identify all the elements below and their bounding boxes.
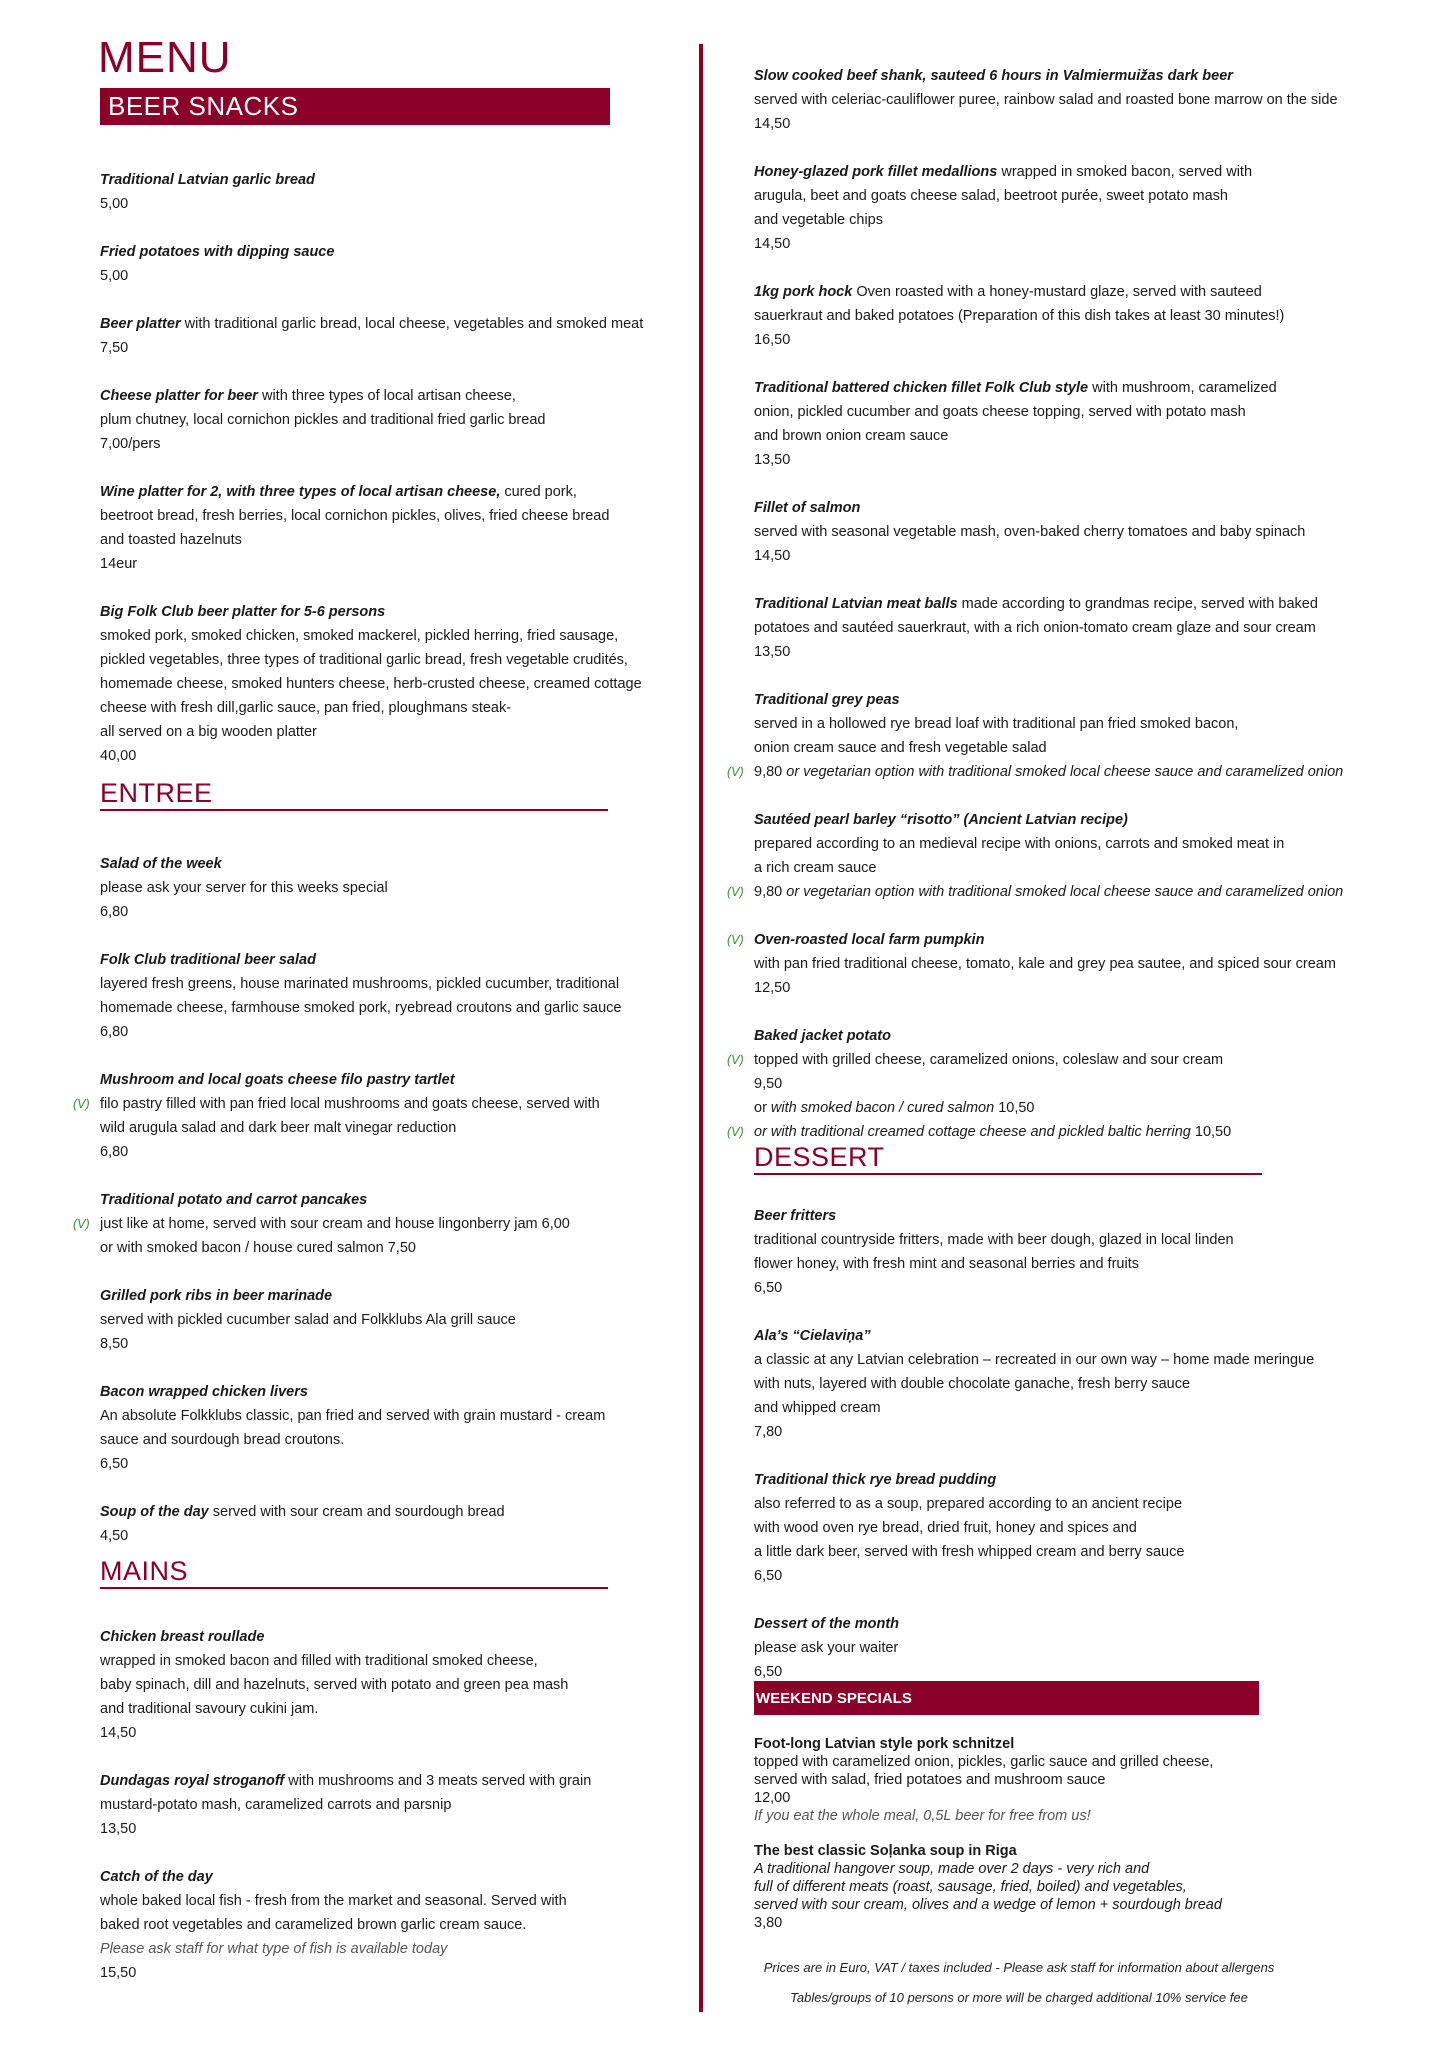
menu-item: [100, 168, 700, 216]
item-name: Big Folk Club beer platter for 5-6 persons: [100, 604, 386, 620]
item-description: plum chutney, local cornichon pickles and traditional fried garlic bread: [100, 412, 546, 428]
item-name: Mushroom and local goats cheese filo pastry tartlet: [100, 1072, 455, 1088]
item-price: 6,80: [100, 904, 129, 920]
menu-item: [754, 280, 1414, 352]
menu-item: [100, 852, 700, 924]
menu-item: [100, 948, 700, 1044]
item-description: baby spinach, dill and hazelnuts, served with potato and green pea mash: [100, 1677, 569, 1693]
section-weekend-specials: [754, 1681, 1414, 1949]
item-price: 8,50: [100, 1336, 129, 1352]
item-description: [727, 1120, 1414, 1144]
item-description: [754, 1807, 1414, 1825]
item-name: Cheese platter for beer: [100, 388, 258, 404]
vegetarian-icon: (V): [727, 933, 744, 947]
item-name: Slow cooked beef shank, sauteed 6 hours in Valmiermuižas dark beer: [754, 68, 1233, 84]
line-italic-text: or vegetarian option with traditional smoked local cheese sauce and caramelized onion: [786, 884, 1344, 900]
menu-item: [754, 1204, 1414, 1300]
menu-item: [754, 376, 1414, 472]
item-name: Fillet of salmon: [754, 500, 861, 516]
item-name-line: [100, 852, 700, 876]
line-italic-text: served with sour cream, olives and a wedge of lemon + sourdough bread: [754, 1897, 1222, 1913]
section-beer-snacks: [100, 88, 700, 792]
item-name-line: [754, 808, 1414, 832]
item-description: [73, 1092, 700, 1116]
line-italic-text: or vegetarian option with traditional smoked local cheese sauce and caramelized onion: [786, 764, 1344, 780]
line-text: 9,80: [754, 884, 787, 900]
item-name: Dessert of the month: [754, 1616, 900, 1632]
item-name: Traditional battered chicken fillet Folk Club style: [754, 380, 1089, 396]
item-price: 14,50: [754, 116, 791, 132]
line-text: or: [754, 1100, 771, 1116]
item-name-line: [100, 1625, 700, 1649]
line-italic-text: If you eat the whole meal, 0,5L beer for free from us!: [754, 1808, 1091, 1824]
item-description: [754, 1860, 1414, 1878]
item-description: sauce and sourdough bread croutons.: [100, 1432, 345, 1448]
item-description: prepared according to an medieval recipe with onions, carrots and smoked meat in: [754, 836, 1285, 852]
menu-title: MENU: [98, 33, 232, 82]
item-name: Wine platter for 2, with three types of local artisan cheese,: [100, 484, 501, 500]
item-price: 5,00: [100, 196, 129, 212]
item-price: 14eur: [100, 556, 138, 572]
menu-item: [727, 1024, 1414, 1144]
item-description: pickled vegetables, three types of traditional garlic bread, fresh vegetable crudités,: [100, 652, 628, 668]
line-price: 10,50: [1194, 1124, 1232, 1140]
item-name: The best classic Soļanka soup in Riga: [754, 1843, 1017, 1859]
item-name-line: [754, 280, 1414, 304]
item-description: whole baked local fish - fresh from the market and seasonal. Served with: [100, 1893, 567, 1909]
item-name: Soup of the day: [100, 1504, 209, 1520]
item-name: Beer platter: [100, 316, 181, 332]
item-name: Traditional thick rye bread pudding: [754, 1472, 997, 1488]
item-description: a classic at any Latvian celebration – recreated in our own way – home made meringue: [754, 1352, 1315, 1368]
section-mains: [100, 1556, 700, 2009]
item-price: 14,50: [100, 1725, 137, 1741]
item-name: Chicken breast roullade: [100, 1629, 265, 1645]
item-name-line: [754, 1204, 1414, 1228]
item-description-inline: made according to grandmas recipe, served with baked: [957, 596, 1318, 612]
section-mains-continued: [727, 64, 1414, 1168]
item-name-line: [100, 1865, 700, 1889]
item-description: [73, 1212, 700, 1236]
item-name-line: [100, 600, 700, 624]
item-description-inline: with traditional garlic bread, local cheese, vegetables and smoked meat: [180, 316, 644, 332]
item-description: arugula, beet and goats cheese salad, beetroot purée, sweet potato mash: [754, 188, 1228, 204]
item-description-inline: with mushroom, caramelized: [1088, 380, 1277, 396]
menu-item: [100, 240, 700, 288]
menu-item-list: [754, 1735, 1414, 1932]
item-description: potatoes and sautéed sauerkraut, with a rich onion-tomato cream glaze and sour cream: [754, 620, 1316, 636]
section-heading: ENTREE: [100, 778, 608, 811]
item-description: cheese with fresh dill,garlic sauce, pan fried, ploughmans steak-: [100, 700, 512, 716]
item-price: 3,80: [754, 1915, 783, 1931]
item-description: with wood oven rye bread, dried fruit, honey and spices and: [754, 1520, 1137, 1536]
line-text: filo pastry filled with pan fried local mushrooms and goats cheese, served with: [100, 1096, 600, 1112]
item-name-line: [100, 1500, 700, 1524]
item-price: 5,00: [100, 268, 129, 284]
menu-item-list: [100, 1625, 700, 1985]
item-description: and traditional savoury cukini jam.: [100, 1701, 319, 1717]
item-price: 7,50: [100, 340, 129, 356]
item-name-line: [754, 376, 1414, 400]
menu-item: [754, 1735, 1414, 1825]
line-italic-text: full of different meats (roast, sausage, fried, boiled) and vegetables,: [754, 1879, 1187, 1895]
item-description: served with seasonal vegetable mash, oven-baked cherry tomatoes and baby spinach: [754, 524, 1306, 540]
line-text: just like at home, served with sour cream and house lingonberry jam 6,00: [100, 1216, 570, 1232]
menu-item: [73, 1068, 700, 1164]
item-name-line: [754, 592, 1414, 616]
menu-item: [100, 312, 700, 360]
item-description: An absolute Folkklubs classic, pan fried and served with grain mustard - cream: [100, 1408, 606, 1424]
footer-prices-note: Prices are in Euro, VAT / taxes included - Please ask staff for information about allergens: [763, 1960, 1275, 1975]
item-name-line: [754, 1024, 1414, 1048]
item-name: Salad of the week: [100, 856, 222, 872]
vegetarian-icon: (V): [73, 1217, 90, 1231]
menu-item: [100, 1284, 700, 1356]
item-name: 1kg pork hock: [754, 284, 853, 300]
item-price: 12,50: [754, 980, 791, 996]
item-name: Honey-glazed pork fillet medallions: [754, 164, 998, 180]
item-price: 6,80: [100, 1024, 129, 1040]
item-name: Traditional potato and carrot pancakes: [100, 1192, 368, 1208]
item-description: traditional countryside fritters, made with beer dough, glazed in local linden: [754, 1232, 1234, 1248]
vegetarian-icon: (V): [727, 885, 744, 899]
section-entree: [73, 778, 700, 1572]
menu-item: [727, 808, 1414, 904]
menu-item: [100, 600, 700, 768]
item-name: Traditional Latvian garlic bread: [100, 172, 315, 188]
item-description: please ask your server for this weeks special: [100, 880, 388, 896]
item-description-inline: with three types of local artisan cheese,: [257, 388, 516, 404]
menu-item: [727, 928, 1414, 1000]
item-description: beetroot bread, fresh berries, local cornichon pickles, olives, fried cheese bread: [100, 508, 610, 524]
item-price: 14,50: [754, 548, 791, 564]
section-dessert: [754, 1142, 1414, 1708]
item-name: Ala’s “Cielaviņa”: [754, 1328, 871, 1344]
item-price: 15,50: [100, 1965, 137, 1981]
item-name-line: [100, 240, 700, 264]
item-description: [754, 1878, 1414, 1896]
line-price: 10,50: [998, 1100, 1035, 1116]
menu-item-list: [754, 1204, 1414, 1684]
item-price: 6,50: [100, 1456, 129, 1472]
menu-item: [754, 1842, 1414, 1932]
line-italic-text: Please ask staff for what type of fish is available today: [100, 1941, 448, 1957]
item-description: [754, 1896, 1414, 1914]
item-name: Oven-roasted local farm pumpkin: [754, 932, 985, 948]
item-name-line: [100, 1380, 700, 1404]
item-name: Dundagas royal stroganoff: [100, 1773, 285, 1789]
item-description: [100, 1937, 700, 1961]
item-description: baked root vegetables and caramelized brown garlic cream sauce.: [100, 1917, 527, 1933]
item-name: Foot-long Latvian style pork schnitzel: [754, 1736, 1015, 1752]
item-price: 9,50: [754, 1076, 783, 1092]
item-name-line: [100, 1284, 700, 1308]
item-price: 6,50: [754, 1568, 783, 1584]
menu-item: [100, 384, 700, 456]
section-heading: WEEKEND SPECIALS: [754, 1681, 1259, 1715]
item-price: 6,50: [754, 1664, 783, 1680]
item-name: Folk Club traditional beer salad: [100, 952, 316, 968]
item-price: 6,80: [100, 1144, 129, 1160]
item-name: Grilled pork ribs in beer marinade: [100, 1288, 333, 1304]
menu-item-list: [727, 64, 1414, 1144]
item-name: Catch of the day: [100, 1869, 213, 1885]
item-name: Traditional grey peas: [754, 692, 900, 708]
item-price: 7,80: [754, 1424, 783, 1440]
item-description: and toasted hazelnuts: [100, 532, 242, 548]
item-price: 4,50: [100, 1528, 129, 1544]
menu-item: [100, 1500, 700, 1548]
item-description: a little dark beer, served with fresh whipped cream and berry sauce: [754, 1544, 1185, 1560]
item-description-inline: wrapped in smoked bacon, served with: [997, 164, 1253, 180]
item-name-line: [727, 928, 1414, 952]
menu-item: [100, 1380, 700, 1476]
item-price: 13,50: [100, 1821, 137, 1837]
vegetarian-icon: (V): [73, 1097, 90, 1111]
item-description: served in a hollowed rye bread loaf with traditional pan fried smoked bacon,: [754, 716, 1239, 732]
item-description: topped with caramelized onion, pickles, garlic sauce and grilled cheese,: [754, 1754, 1214, 1770]
item-price: 16,50: [754, 332, 791, 348]
item-name-line: [100, 948, 700, 972]
item-name: Baked jacket potato: [754, 1028, 891, 1044]
section-heading: MAINS: [100, 1556, 608, 1589]
menu-item: [754, 64, 1414, 136]
item-name-line: [754, 1735, 1414, 1753]
item-name: Fried potatoes with dipping sauce: [100, 244, 335, 260]
menu-item: [754, 160, 1414, 256]
item-description: layered fresh greens, house marinated mushrooms, pickled cucumber, traditional: [100, 976, 620, 992]
item-description: flower honey, with fresh mint and seasonal berries and fruits: [754, 1256, 1139, 1272]
item-name-line: [100, 1188, 700, 1212]
menu-item: [100, 1865, 700, 1985]
item-name: Sautéed pearl barley “risotto” (Ancient Latvian recipe): [754, 812, 1128, 828]
menu-item: [73, 1188, 700, 1260]
item-name-line: [754, 160, 1414, 184]
item-price: 14,50: [754, 236, 791, 252]
menu-item: [100, 1625, 700, 1745]
item-name-line: [754, 1468, 1414, 1492]
item-description: or with smoked bacon / house cured salmon 7,50: [100, 1240, 416, 1256]
vegetarian-icon: (V): [727, 765, 744, 779]
item-description: all served on a big wooden platter: [100, 724, 317, 740]
menu-item: [754, 1612, 1414, 1684]
menu-item-list: [100, 168, 700, 768]
item-price: 13,50: [754, 452, 791, 468]
item-name-line: [100, 384, 700, 408]
menu-item: [754, 1324, 1414, 1444]
footer-service-fee-note: Tables/groups of 10 persons or more will be charged additional 10% service fee: [790, 1990, 1248, 2005]
item-name-line: [754, 688, 1414, 712]
item-description: served with salad, fried potatoes and mushroom sauce: [754, 1772, 1106, 1788]
line-italic-text: with smoked bacon / cured salmon: [770, 1100, 999, 1116]
item-name-line: [100, 480, 700, 504]
item-description: [754, 1096, 1414, 1120]
item-name-line: [754, 496, 1414, 520]
item-description: mustard-potato mash, caramelized carrots and parsnip: [100, 1797, 452, 1813]
item-description: please ask your waiter: [754, 1640, 899, 1656]
item-description: a rich cream sauce: [754, 860, 877, 876]
item-description: [727, 760, 1414, 784]
item-name-line: [754, 64, 1414, 88]
section-heading: DESSERT: [754, 1142, 1262, 1175]
item-description-inline: Oven roasted with a honey-mustard glaze, served with sauteed: [852, 284, 1262, 300]
vegetarian-icon: (V): [727, 1053, 744, 1067]
item-description: [727, 880, 1414, 904]
item-name: Beer fritters: [754, 1208, 837, 1224]
item-description: onion cream sauce and fresh vegetable salad: [754, 740, 1047, 756]
item-description: sauerkraut and baked potatoes (Preparation of this dish takes at least 30 minutes!): [754, 308, 1285, 324]
item-description: wild arugula salad and dark beer malt vinegar reduction: [100, 1120, 457, 1136]
item-description-inline: served with sour cream and sourdough bread: [208, 1504, 505, 1520]
item-price: 6,50: [754, 1280, 783, 1296]
item-name-line: [100, 312, 700, 336]
item-price: 7,00/pers: [100, 436, 161, 452]
item-price: 40,00: [100, 748, 137, 764]
item-description: homemade cheese, farmhouse smoked pork, ryebread croutons and garlic sauce: [100, 1000, 622, 1016]
menu-item: [754, 592, 1414, 664]
item-description: with pan fried traditional cheese, tomato, kale and grey pea sautee, and spiced sour cream: [754, 956, 1336, 972]
item-price: 13,50: [754, 644, 791, 660]
item-description: served with pickled cucumber salad and Folkklubs Ala grill sauce: [100, 1312, 516, 1328]
item-description-inline: with mushrooms and 3 meats served with grain: [284, 1773, 592, 1789]
menu-item: [754, 496, 1414, 568]
menu-item: [100, 1769, 700, 1841]
line-italic-text: or with traditional creamed cottage cheese and pickled baltic herring: [754, 1124, 1195, 1140]
item-description-inline: cured pork,: [500, 484, 577, 500]
item-description: [727, 1048, 1414, 1072]
line-text: topped with grilled cheese, caramelized onions, coleslaw and sour cream: [754, 1052, 1224, 1068]
line-text: 9,80: [754, 764, 787, 780]
item-name-line: [754, 1324, 1414, 1348]
item-price: 12,00: [754, 1790, 791, 1806]
item-description: wrapped in smoked bacon and filled with traditional smoked cheese,: [100, 1653, 538, 1669]
menu-item: [100, 480, 700, 576]
item-name-line: [100, 1068, 700, 1092]
item-description: and whipped cream: [754, 1400, 881, 1416]
item-name-line: [100, 168, 700, 192]
item-name-line: [754, 1842, 1414, 1860]
item-description: homemade cheese, smoked hunters cheese, herb-crusted cheese, creamed cottage: [100, 676, 642, 692]
menu-item: [727, 688, 1414, 784]
vegetarian-icon: (V): [727, 1125, 744, 1139]
item-name-line: [754, 1612, 1414, 1636]
item-description: also referred to as a soup, prepared according to an ancient recipe: [754, 1496, 1183, 1512]
menu-item-list: [73, 852, 700, 1548]
section-heading: BEER SNACKS: [100, 88, 610, 125]
item-description: and brown onion cream sauce: [754, 428, 949, 444]
item-name: Traditional Latvian meat balls: [754, 596, 958, 612]
line-italic-text: A traditional hangover soup, made over 2 days - very rich and: [754, 1861, 1150, 1877]
item-name-line: [100, 1769, 700, 1793]
item-description: smoked pork, smoked chicken, smoked mackerel, pickled herring, fried sausage,: [100, 628, 619, 644]
item-description: with nuts, layered with double chocolate ganache, fresh berry sauce: [754, 1376, 1191, 1392]
item-description: served with celeriac-cauliflower puree, rainbow salad and roasted bone marrow on the side: [754, 92, 1338, 108]
item-description: and vegetable chips: [754, 212, 883, 228]
menu-item: [754, 1468, 1414, 1588]
item-name: Bacon wrapped chicken livers: [100, 1384, 308, 1400]
item-description: onion, pickled cucumber and goats cheese topping, served with potato mash: [754, 404, 1246, 420]
